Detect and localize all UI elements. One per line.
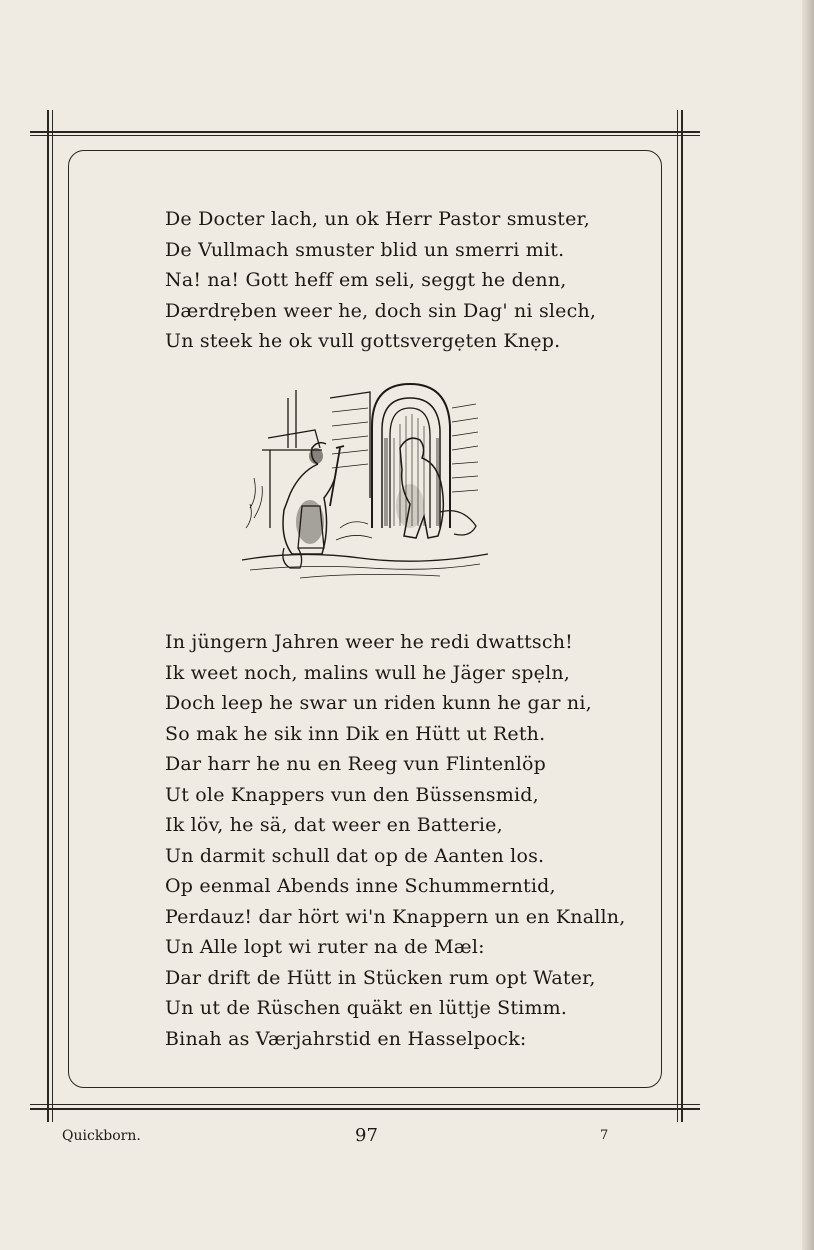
right-rule-inner bbox=[677, 110, 678, 1122]
verse-line: So mak he sik inn Dik en Hütt ut Reth. bbox=[165, 722, 546, 745]
verse-line: Dar drift de Hütt in Stücken rum opt Water, bbox=[165, 966, 596, 989]
left-rule-inner bbox=[52, 110, 53, 1122]
verse-line: Na! na! Gott heff em seli, seggt he denn, bbox=[165, 269, 567, 291]
right-rule bbox=[681, 110, 683, 1122]
verse-line: Un darmit schull dat op de Aanten los. bbox=[165, 844, 545, 867]
page-number: 97 bbox=[355, 1125, 378, 1146]
verse-line: De Docter lach, un ok Herr Pastor smuster, bbox=[165, 208, 590, 230]
woodcut-illustration-icon bbox=[240, 378, 490, 590]
verse-line: Ik weet noch, malins wull he Jäger spẹln, bbox=[165, 661, 571, 684]
verse-line: Binah as Værjahrstid en Hasselpock: bbox=[165, 1027, 527, 1050]
verse-line: Dærdrẹben weer he, doch sin Dag' ni slech, bbox=[165, 299, 597, 322]
verse-line: Un Alle lopt wi ruter na de Mæl: bbox=[165, 936, 485, 958]
verse-line: De Vullmach smuster blid un smerri mit. bbox=[165, 238, 565, 261]
top-rule bbox=[30, 131, 700, 133]
left-rule bbox=[47, 110, 49, 1122]
verse-line: Ut ole Knappers vun den Büssensmid, bbox=[165, 783, 539, 806]
stanza-2 bbox=[165, 627, 625, 1054]
verse-line: Doch leep he swar un riden kunn he gar ni, bbox=[165, 692, 592, 714]
verse-line: Op eenmal Abends inne Schummerntid, bbox=[165, 875, 556, 897]
verse-line: Perdauz! dar hört wi'n Knappern un en Knalln, bbox=[165, 905, 626, 928]
bottom-rule bbox=[30, 1108, 700, 1110]
page-edge bbox=[802, 0, 814, 1250]
verse-line: In jüngern Jahren weer he redi dwattsch! bbox=[165, 631, 573, 653]
stanza-1 bbox=[165, 204, 596, 357]
running-title: Quickborn. bbox=[62, 1128, 141, 1144]
verse-line: Un ut de Rüschen quäkt en lüttje Stimm. bbox=[165, 997, 568, 1019]
verse-line: Dar harr he nu en Reeg vun Flintenlöp bbox=[165, 753, 547, 775]
verse-line: Un steek he ok vull gottsvergẹten Knẹp. bbox=[165, 330, 561, 352]
printer-signature: 7 bbox=[600, 1128, 609, 1143]
top-rule-inner bbox=[30, 135, 700, 136]
verse-line: Ik löv, he sä, dat weer en Batterie, bbox=[165, 814, 503, 836]
bottom-rule-inner bbox=[30, 1104, 700, 1105]
